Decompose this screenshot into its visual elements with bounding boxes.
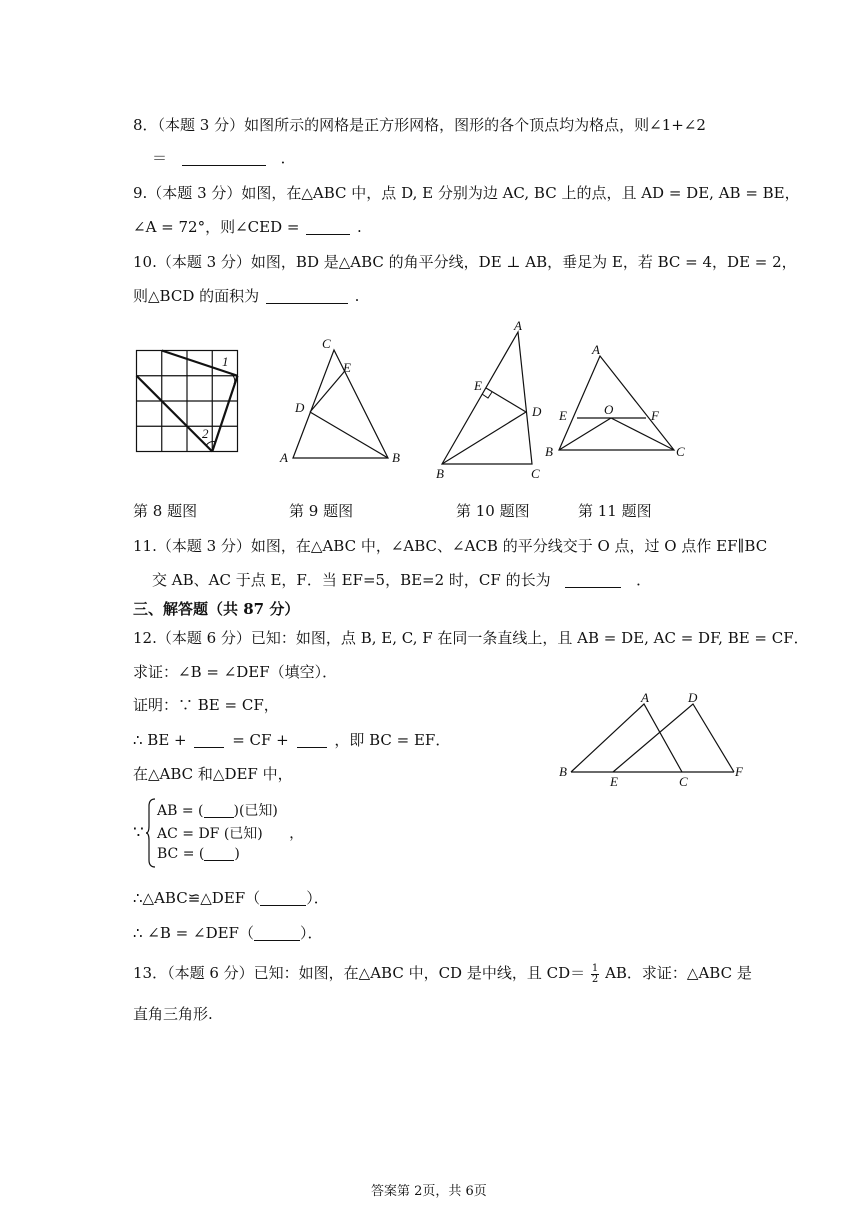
fig11-label-o: O [604, 402, 614, 417]
fig10-label-d: D [532, 404, 542, 419]
q8-line1: 8．（本题 3 分）如图所示的网格是正方形网格，图形的各个顶点均为格点，则∠1+∠2 [133, 116, 706, 134]
fig12-label-a: A [641, 690, 649, 705]
fig11-label-e: E [559, 408, 567, 423]
fig12-label-d: D [688, 690, 698, 705]
q12-sys2: AC = DF (已知) [157, 826, 263, 842]
caption-fig8: 第 8 题图 [133, 502, 198, 520]
figure-9-triangle [280, 334, 410, 470]
q10-answer-blank[interactable] [266, 288, 348, 304]
fig10-label-c: C [531, 466, 540, 481]
q13-fraction-denominator: 2 [591, 973, 599, 985]
q8-equals: ＝ [152, 149, 168, 167]
q9-prefix: ∠A = 72°，则∠CED = [133, 218, 300, 236]
q12-prove: 求证：∠B = ∠DEF（填空）． [133, 663, 338, 681]
fig11-label-b: B [545, 444, 553, 459]
fig9-label-b: B [392, 450, 400, 465]
fig8-label-2: 2 [202, 426, 209, 441]
fig9-label-e: E [343, 360, 351, 375]
q12-proof-step2 [133, 729, 450, 750]
fig10-label-a: A [514, 318, 522, 333]
fig9-label-c: C [322, 336, 331, 351]
q12-conclusion1 [133, 887, 329, 908]
q10-period: . [354, 287, 360, 305]
q13-line2: 直角三角形. [133, 1005, 213, 1023]
q12-step2-b: = CF + [232, 731, 289, 749]
fig11-label-c: C [676, 444, 685, 459]
q10-line2 [133, 285, 359, 306]
fig12-label-b: B [559, 764, 567, 779]
fig11-label-f: F [651, 408, 659, 423]
q9-period: . [357, 218, 362, 236]
figure-10-triangle [430, 316, 560, 484]
section-3-heading: 三、解答题（共 87 分） [133, 600, 300, 618]
caption-fig11: 第 11 题图 [578, 502, 652, 520]
q9-line2 [133, 216, 362, 237]
q12-sys1-b: )(已知) [233, 803, 278, 819]
q12-blank-2[interactable] [297, 732, 327, 748]
q12-sys-comma: ， [289, 826, 304, 842]
fig9-label-d: D [295, 400, 305, 415]
q10-prefix: 则△BCD 的面积为 [133, 287, 260, 305]
q12-brace [146, 798, 156, 868]
q12-step2-a: ∴ BE + [133, 731, 187, 749]
q12-blank-1[interactable] [194, 732, 224, 748]
q12-step2-c: ，即 BC = EF． [334, 731, 451, 749]
q12-concl2-a: ∴ ∠B = ∠DEF（ [133, 924, 254, 942]
fig12-label-c: C [679, 774, 688, 789]
q13-fraction-numerator: 1 [591, 962, 599, 974]
q12-concl1-a: ∴△ABC≌△DEF（ [133, 889, 261, 907]
q12-proof-step1: 证明：∵ BE = CF， [133, 696, 279, 714]
q12-sys1-a: AB = ( [157, 803, 204, 819]
caption-fig10: 第 10 题图 [456, 502, 530, 520]
q12-blank-3[interactable] [204, 803, 234, 818]
q12-conclusion2 [133, 922, 322, 943]
q13-line1-a: 13．（本题 6 分）已知：如图，在△ABC 中，CD 是中线，且 CD＝ [133, 964, 586, 982]
q12-system-row3 [157, 846, 240, 862]
q12-sys3-a: BC = ( [157, 846, 205, 862]
q12-system-row1 [157, 800, 278, 820]
q8-line2 [152, 147, 296, 168]
q11-period: ． [636, 571, 652, 589]
q12-blank-6[interactable] [254, 925, 300, 941]
q12-proof-step3: 在△ABC 和△DEF 中， [133, 765, 293, 783]
fig12-label-f: F [735, 764, 743, 779]
q8-answer-blank[interactable] [182, 150, 266, 166]
q10-line1: 10.（本题 3 分）如图，BD 是△ABC 的角平分线，DE ⊥ AB，垂足为 E，若 BC = 4，DE = 2， [133, 253, 797, 271]
fig12-label-e: E [610, 774, 618, 789]
q12-system-row2 [157, 823, 303, 843]
page-footer: 答案第 2页，共 6页 [371, 1184, 487, 1199]
q9-line1: 9.（本题 3 分）如图，在△ABC 中，点 D, E 分别为边 AC, BC 上的点，且 AD = DE, AB = BE， [133, 184, 800, 202]
q11-answer-blank[interactable] [565, 572, 621, 588]
q12-concl2-b: ）． [299, 924, 323, 942]
figure-11-triangle [544, 340, 694, 466]
q12-because-symbol: ∵ [133, 823, 144, 843]
q8-period: ． [280, 149, 296, 167]
q11-prefix: 交 AB、AC 于点 E，F．当 EF=5，BE=2 时，CF 的长为 [152, 571, 551, 589]
q11-line1: 11.（本题 3 分）如图，在△ABC 中，∠ABC、∠ACB 的平分线交于 O 点，过 O 点作 EF∥BC [133, 537, 768, 555]
figure-8-grid [136, 350, 240, 454]
fig10-label-b: B [436, 466, 444, 481]
q13-line1 [133, 962, 752, 985]
figure-12-triangles [556, 688, 756, 792]
q12-sys3-b: ) [234, 846, 240, 862]
q12-blank-4[interactable] [204, 846, 234, 861]
fig9-label-a: A [280, 450, 288, 465]
q12-concl1-b: ）． [306, 889, 329, 907]
q12-blank-5[interactable] [260, 890, 306, 906]
fig8-label-1: 1 [222, 354, 229, 369]
q13-line1-b: AB．求证：△ABC 是 [605, 964, 752, 982]
fig11-label-a: A [592, 342, 600, 357]
q9-answer-blank[interactable] [306, 219, 350, 235]
q12-line1: 12.（本题 6 分）已知：如图，点 B, E, C, F 在同一条直线上，且 AB = DE, AC = DF, BE = CF． [133, 629, 809, 647]
q13-fraction [591, 964, 599, 985]
caption-fig9: 第 9 题图 [289, 502, 354, 520]
fig10-label-e: E [474, 378, 482, 393]
q11-line2 [152, 569, 651, 590]
